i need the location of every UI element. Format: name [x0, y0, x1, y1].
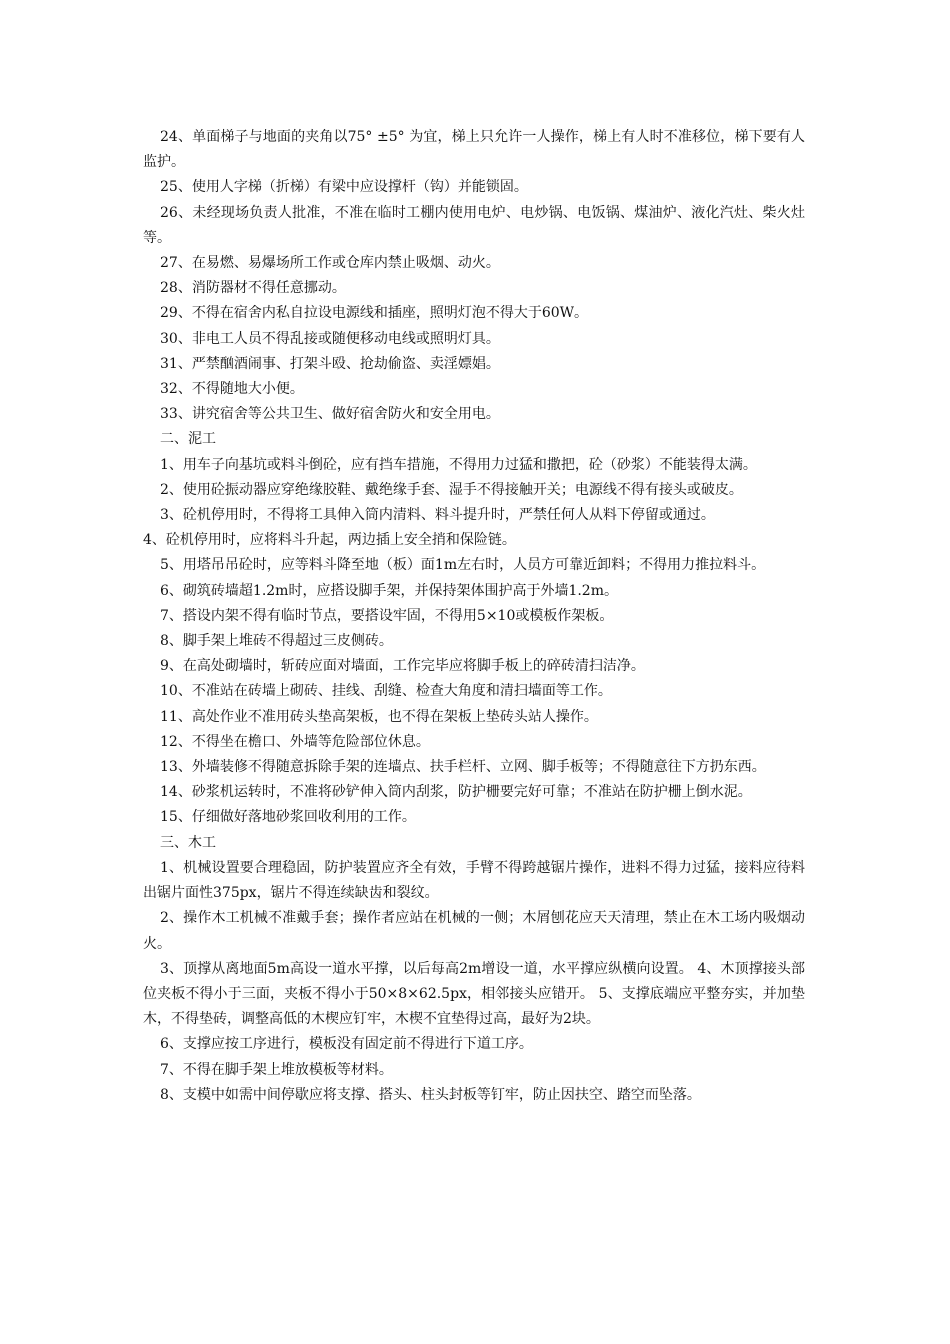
rule-29: 29、不得在宿舍内私自拉设电源线和插座，照明灯泡不得大于60W。	[160, 305, 589, 322]
masonry-rule-1: 1、用车子向基坑或料斗倒砼，应有挡车措施，不得用力过猛和撒把，砼（砂浆）不能装得太满。	[160, 456, 757, 473]
rule-32: 32、不得随地大小便。	[160, 381, 304, 398]
carpentry-rule-8: 8、支模中如需中间停歇应将支撑、搭头、柱头封板等钉牢，防止因扶空、踏空而坠落。	[160, 1086, 701, 1103]
rule-26: 26、未经现场负责人批准，不准在临时工棚内使用电炉、电炒锅、电饭锅、煤油炉、液化汽灶、柴火灶等。	[143, 204, 805, 246]
masonry-rule-9: 9、在高处砌墙时，斩砖应面对墙面，工作完毕应将脚手板上的碎砖清扫洁净。	[160, 658, 645, 675]
masonry-rule-5: 5、用塔吊吊砼时，应等料斗降至地（板）面1m左右时，人员方可靠近卸料；不得用力推拉料斗。	[160, 557, 766, 574]
masonry-rule-15: 15、仔细做好落地砂浆回收利用的工作。	[160, 809, 416, 826]
rule-25: 25、使用人字梯（折梯）有梁中应设撑杆（钩）并能锁固。	[160, 179, 528, 196]
rule-30: 30、非电工人员不得乱接或随便移动电线或照明灯具。	[160, 330, 500, 347]
masonry-rule-4: 4、砼机停用时，应将料斗升起，两边插上安全捎和保险链。	[143, 532, 516, 549]
carpentry-rule-3-5: 3、顶撑从离地面5m高设一道水平撑，以后每高2m增设一道，水平撑应纵横向设置。 4、木顶撑接头部位夹板不得小于三面，夹板不得小于50×8×62.5px，相邻接头应错开。 5、支撑底端应平整夯实，并加垫木，不得垫砖，调整高低的木楔应钉牢，木楔不宜垫得过高，最好为2块。	[143, 960, 805, 1028]
carpentry-rule-1: 1、机械设置要合理稳固，防护装置应齐全有效，手臂不得跨越锯片操作，进料不得力过猛，接料应待料出锯片面性375px，锯片不得连续缺齿和裂纹。	[143, 859, 805, 902]
rule-27: 27、在易燃、易爆场所工作或仓库内禁止吸烟、动火。	[160, 255, 500, 272]
masonry-rule-6: 6、砌筑砖墙超1.2m时，应搭设脚手架，并保持架体围护高于外墙1.2m。	[160, 582, 618, 599]
rule-31: 31、严禁酗酒闹事、打架斗殴、抢劫偷盗、卖淫嫖娼。	[160, 355, 500, 372]
carpentry-rule-7: 7、不得在脚手架上堆放模板等材料。	[160, 1061, 393, 1078]
rule-24: 24、单面梯子与地面的夹角以75° ±5° 为宜，梯上只允许一人操作，梯上有人时不准移位，梯下要有人监护。	[143, 129, 805, 171]
masonry-rule-2: 2、使用砼振动器应穿绝缘胶鞋、戴绝缘手套、湿手不得接触开关；电源线不得有接头或破皮。	[160, 481, 743, 498]
masonry-rule-10: 10、不准站在砖墙上砌砖、挂线、刮缝、检查大角度和清扫墙面等工作。	[160, 683, 612, 700]
masonry-rule-14: 14、砂浆机运转时，不准将砂铲伸入筒内刮浆，防护栅要完好可靠；不准站在防护栅上倒水泥。	[160, 784, 752, 801]
masonry-rule-11: 11、高处作业不准用砖头垫高架板，也不得在架板上垫砖头站人操作。	[160, 708, 598, 725]
section-heading-carpentry: 三、木工	[160, 834, 216, 851]
document-body	[143, 125, 805, 1108]
masonry-rule-7: 7、搭设内架不得有临时节点，要搭设牢固，不得用5×10或模板作架板。	[160, 607, 614, 624]
masonry-rule-13: 13、外墙装修不得随意拆除手架的连墙点、扶手栏杆、立网、脚手板等；不得随意往下方扔东西。	[160, 759, 766, 776]
rule-33: 33、讲究宿舍等公共卫生、做好宿舍防火和安全用电。	[160, 406, 500, 423]
carpentry-rule-2: 2、操作木工机械不准戴手套；操作者应站在机械的一侧；木屑刨花应天天清理，禁止在木工场内吸烟动火。	[143, 910, 805, 952]
section-heading-masonry: 二、泥工	[160, 431, 216, 448]
masonry-rule-12: 12、不得坐在檐口、外墙等危险部位休息。	[160, 733, 430, 750]
masonry-rule-8: 8、脚手架上堆砖不得超过三皮侧砖。	[160, 633, 393, 650]
masonry-rule-3: 3、砼机停用时，不得将工具伸入筒内清料、料斗提升时，严禁任何人从料下停留或通过。	[160, 507, 715, 524]
rule-28: 28、消防器材不得任意挪动。	[160, 280, 346, 297]
carpentry-rule-6: 6、支撑应按工序进行，模板没有固定前不得进行下道工序。	[160, 1036, 533, 1053]
